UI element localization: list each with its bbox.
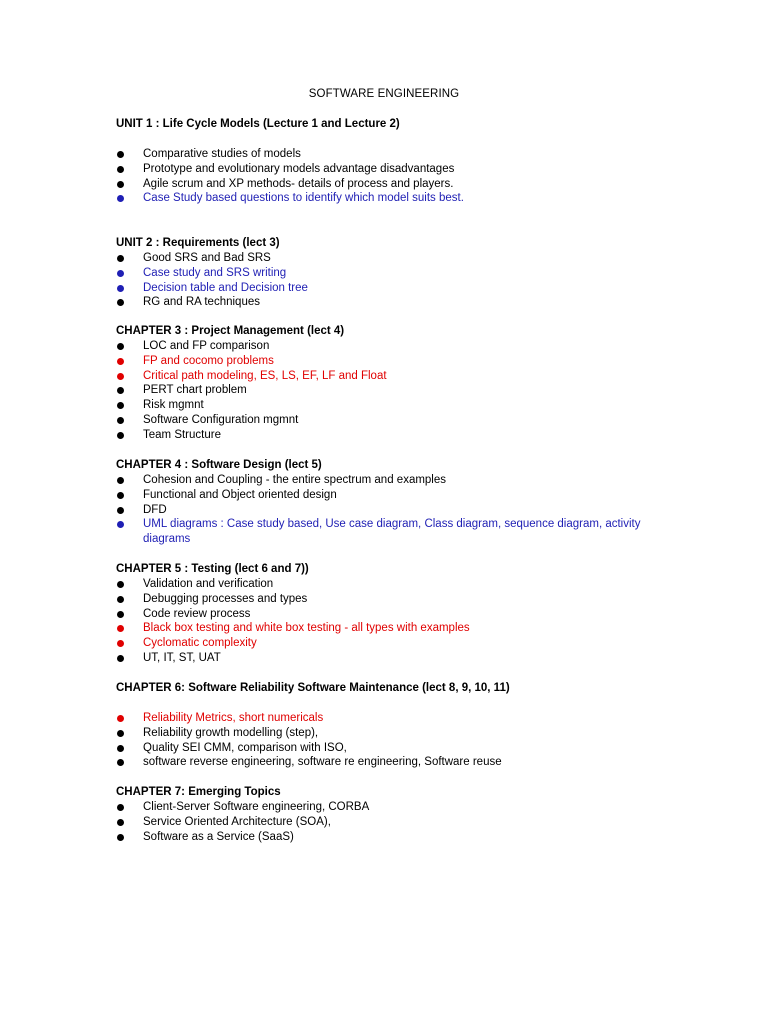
bullet-icon [117,596,124,603]
list-item [116,755,656,770]
list-item [116,636,656,651]
list-item [116,398,656,413]
list-item-text: RG and RA techniques [143,296,260,309]
bullet-icon [117,255,124,262]
list-item [116,711,656,726]
bullet-icon [117,804,124,811]
bullet-icon [117,181,124,188]
list-item-text: Comparative studies of models [143,148,301,160]
bullet-icon [117,581,124,588]
list-item [116,815,656,830]
list-item-text: Good SRS and Bad SRS [143,252,271,264]
bullet-list [116,147,656,206]
list-item [116,503,656,518]
list-item [116,251,656,266]
list-item [116,369,656,384]
list-item [116,473,656,488]
section-heading: UNIT 1 : Life Cycle Models (Lecture 1 and Lecture 2) [116,118,400,130]
list-item [116,726,656,741]
list-item [116,413,656,428]
bullet-icon [117,195,124,202]
list-item [116,488,656,503]
bullet-icon [117,151,124,158]
bullet-icon [117,655,124,662]
list-item-text: Quality SEI CMM, comparison with ISO, [143,741,347,754]
section-4 [116,458,656,547]
bullet-list [116,711,656,770]
list-item-text: Cyclomatic complexity [143,637,257,650]
list-item-text: Critical path modeling, ES, LS, EF, LF and Float [143,369,387,382]
list-item [116,354,656,369]
list-item-text: software reverse engineering, software re engineering, Software reuse [143,756,502,769]
bullet-icon [117,477,124,484]
list-item-text: Prototype and evolutionary models advantage disadvantages [143,162,455,175]
bullet-list [116,800,656,844]
list-item [116,162,656,177]
section-heading: CHAPTER 7: Emerging Topics [116,786,281,798]
list-item-text: Code review process [143,607,251,620]
bullet-icon [117,358,124,365]
list-item [116,741,656,756]
bullet-icon [117,759,124,766]
bullet-icon [117,166,124,173]
section-1 [116,117,656,206]
list-item [116,830,656,845]
list-item-text: Client-Server Software engineering, CORBA [143,801,370,813]
list-item [116,517,656,547]
list-item [116,177,656,192]
section-heading: CHAPTER 6: Software Reliability Software Maintenance (lect 8, 9, 10, 11) [116,682,510,694]
list-item-text: Validation and verification [143,578,274,590]
section-heading: CHAPTER 3 : Project Management (lect 4) [116,325,345,337]
bullet-icon [117,625,124,632]
list-item [116,281,656,296]
list-item-text: Software Configuration mgmnt [143,413,299,426]
bullet-list [116,577,656,666]
section-heading: UNIT 2 : Requirements (lect 3) [116,237,280,249]
section-2 [116,236,656,310]
bullet-icon [117,611,124,618]
section-7 [116,785,656,844]
section-6 [116,681,656,770]
bullet-icon [117,492,124,499]
bullet-icon [117,715,124,722]
list-item-text: Risk mgmnt [143,399,204,412]
list-item-text: Service Oriented Architecture (SOA), [143,815,331,828]
bullet-icon [117,640,124,647]
bullet-icon [117,745,124,752]
bullet-icon [117,270,124,277]
list-item-text: UML diagrams : Case study based, Use case diagram, Class diagram, sequence diagram, activity diagrams [143,518,641,546]
bullet-icon [117,343,124,350]
list-item-text: Reliability Metrics, short numericals [143,712,324,724]
list-item-text: Debugging processes and types [143,592,308,605]
list-item-text: Reliability growth modelling (step), [143,726,319,739]
list-item-text: Case Study based questions to identify which model suits best. [143,192,464,205]
bullet-icon [117,730,124,737]
list-item [116,339,656,354]
list-item-text: Agile scrum and XP methods- details of process and players. [143,177,454,190]
list-item-text: PERT chart problem [143,384,247,397]
bullet-list [116,473,656,547]
list-item-text: FP and cocomo problems [143,354,274,367]
section-heading: CHAPTER 4 : Software Design (lect 5) [116,459,322,471]
bullet-icon [117,507,124,514]
list-item [116,592,656,607]
bullet-list [116,339,656,443]
list-item [116,428,656,443]
bullet-icon [117,834,124,841]
bullet-icon [117,417,124,424]
list-item [116,607,656,622]
list-item-text: Case study and SRS writing [143,266,287,279]
list-item-text: Team Structure [143,428,221,441]
list-item-text: DFD [143,503,167,516]
list-item-text: Black box testing and white box testing - all types with examples [143,622,470,635]
bullet-icon [117,819,124,826]
list-item-text: Software as a Service (SaaS) [143,830,294,843]
list-item-text: Functional and Object oriented design [143,488,337,501]
list-item [116,295,656,310]
list-item-text: LOC and FP comparison [143,340,270,352]
list-item-text: UT, IT, ST, UAT [143,651,221,664]
document-title: SOFTWARE ENGINEERING [308,88,460,100]
section-5 [116,562,656,666]
section-heading: CHAPTER 5 : Testing (lect 6 and 7)) [116,563,309,575]
list-item [116,266,656,281]
list-item [116,383,656,398]
bullet-icon [117,373,124,380]
list-item [116,147,656,162]
list-item [116,577,656,592]
list-item [116,651,656,666]
bullet-list [116,251,656,310]
bullet-icon [117,521,124,528]
list-item-text: Cohesion and Coupling - the entire spectrum and examples [143,474,447,486]
bullet-icon [117,299,124,306]
section-3 [116,324,656,443]
list-item [116,191,656,206]
list-item [116,800,656,815]
list-item-text: Decision table and Decision tree [143,281,308,294]
bullet-icon [117,387,124,394]
bullet-icon [117,285,124,292]
list-item [116,621,656,636]
bullet-icon [117,402,124,409]
bullet-icon [117,432,124,439]
